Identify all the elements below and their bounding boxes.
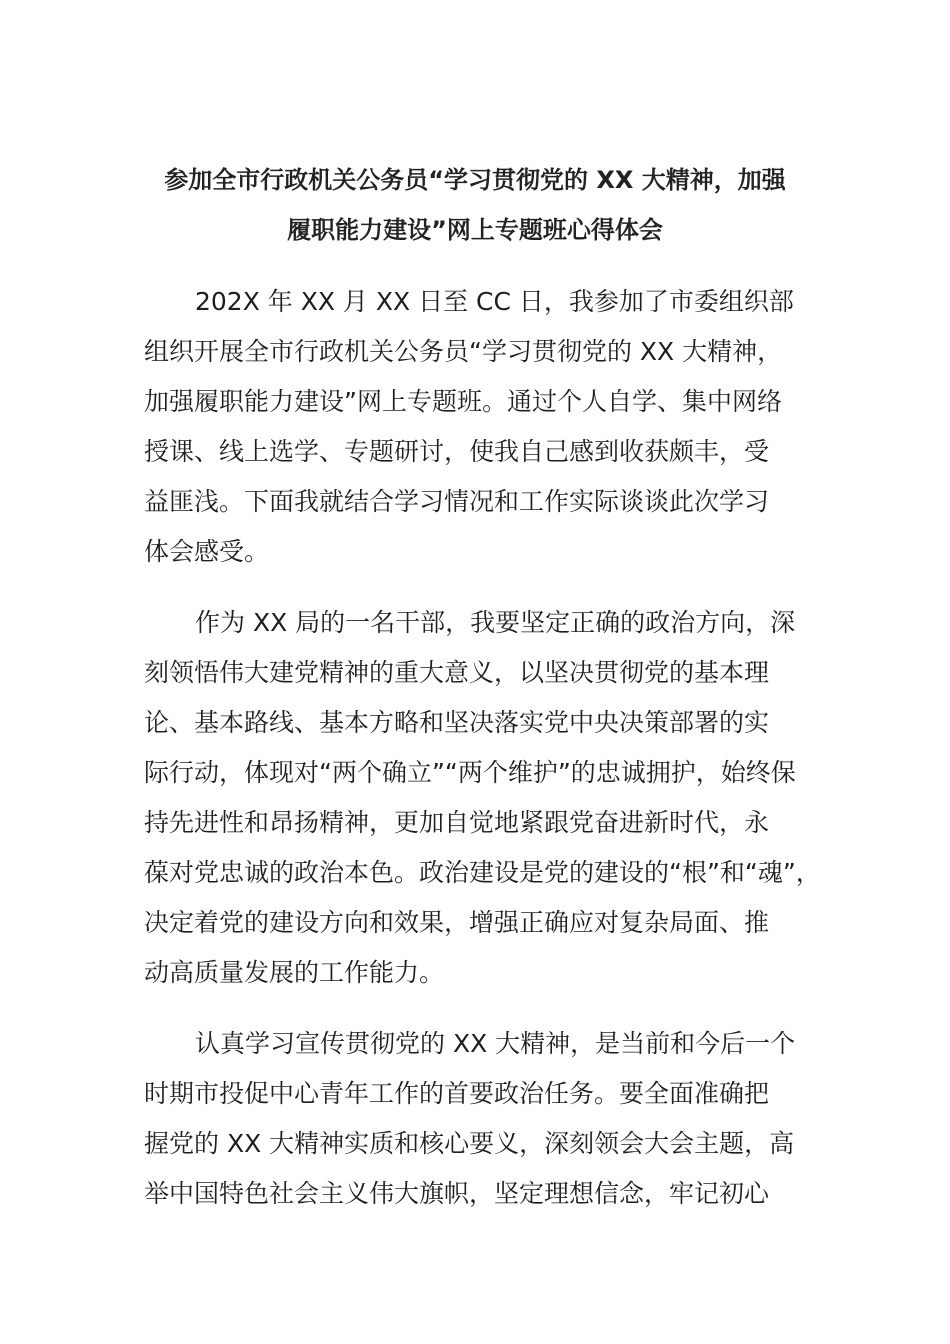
paragraph-line: 作为 XX 局的一名干部，我要坚定正确的政治方向，深 bbox=[195, 608, 796, 637]
paragraph-line: 组织开展全市行政机关公务员“学习贯彻党的 XX 大精神， bbox=[144, 337, 783, 366]
paragraph-line: 体会感受。 bbox=[144, 537, 270, 566]
paragraph-line: 决定着党的建设方向和效果，增强正确应对复杂局面、推 bbox=[144, 908, 770, 937]
paragraph-line: 动高质量发展的工作能力。 bbox=[144, 958, 445, 987]
paragraph-line: 202X 年 XX 月 XX 日至 CC 日，我参加了市委组织部 bbox=[195, 287, 794, 316]
document-title-line-1: 参加全市行政机关公务员“学习贯彻党的 XX 大精神，加强 bbox=[164, 166, 786, 194]
paragraph-1 bbox=[144, 277, 824, 577]
paragraph-line: 益匪浅。下面我就结合学习情况和工作实际谈谈此次学习 bbox=[144, 487, 770, 516]
paragraph-line: 刻领悟伟大建党精神的重大意义，以坚决贯彻党的基本理 bbox=[144, 658, 770, 687]
paragraph-3 bbox=[144, 1019, 824, 1219]
paragraph-line: 时期市投促中心青年工作的首要政治任务。要全面准确把 bbox=[144, 1079, 770, 1108]
paragraph-line: 加强履职能力建设”网上专题班。通过个人自学、集中网络 bbox=[144, 387, 782, 416]
paragraph-line: 认真学习宣传贯彻党的 XX 大精神，是当前和今后一个 bbox=[195, 1029, 796, 1058]
paragraph-line: 握党的 XX 大精神实质和核心要义，深刻领会大会主题，高 bbox=[144, 1129, 795, 1158]
paragraph-line: 论、基本路线、基本方略和坚决落实党中央决策部署的实 bbox=[144, 708, 770, 737]
paragraph-2 bbox=[144, 598, 824, 998]
paragraph-line: 际行动，体现对“两个确立”“两个维护”的忠诚拥护，始终保 bbox=[144, 758, 796, 787]
paragraph-line: 持先进性和昂扬精神，更加自觉地紧跟党奋进新时代，永 bbox=[144, 808, 770, 837]
paragraph-line: 举中国特色社会主义伟大旗帜，坚定理想信念，牢记初心 bbox=[144, 1179, 770, 1208]
document-title-line-2: 履职能力建设”网上专题班心得体会 bbox=[287, 216, 663, 244]
paragraph-line: 葆对党忠诚的政治本色。政治建设是党的建设的“根”和“魂”， bbox=[144, 858, 821, 887]
paragraph-line: 授课、线上选学、专题研讨，使我自己感到收获颇丰，受 bbox=[144, 437, 770, 466]
